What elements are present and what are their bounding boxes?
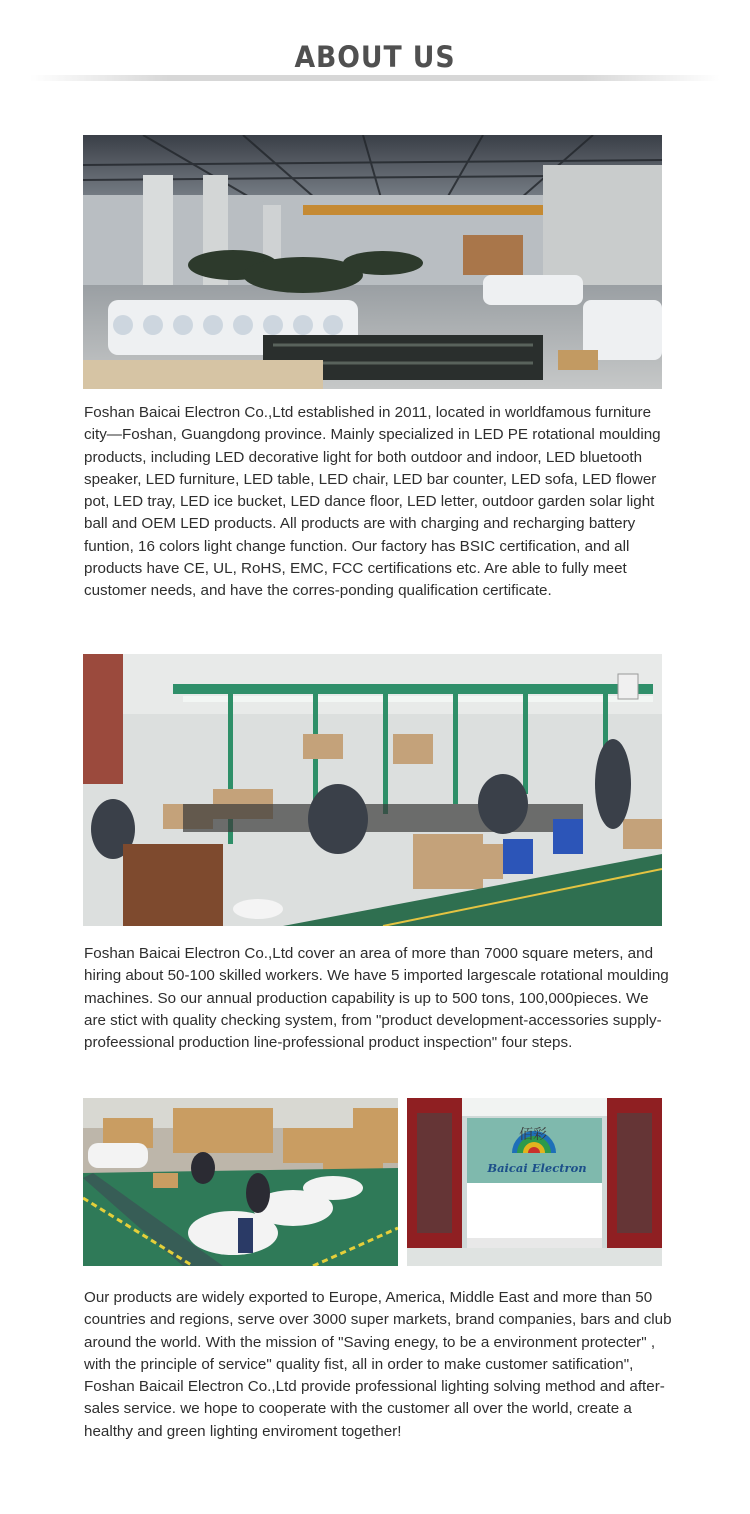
warehouse-photo: [83, 135, 662, 389]
reception-photo: [407, 1098, 662, 1266]
factory-capacity-paragraph: Foshan Baicai Electron Co.,Ltd cover an area of more than 7000 square meters, and hiring about 50-100 skilled workers. We have 5 imported largescale rotational moulding machines. So our annual production capability is up to 500 tons, 100,000pieces. We are stict with quality checking system, from "product development-accessories supply-profeessional production line-professional product inspection" four steps.: [84, 945, 669, 1052]
workers-image: [83, 1098, 398, 1266]
logo-brand-text: Baicai Electron: [487, 1161, 587, 1175]
assembly-line-image: [83, 654, 662, 926]
logo-chinese-text: 佰彩: [519, 1127, 547, 1143]
title-divider: [30, 75, 720, 81]
section-header: [0, 30, 750, 90]
export-mission-paragraph: Our products are widely exported to Europe, America, Middle East and more than 50 countries and regions, serve over 3000 super markets, brand companies, bars and club around the world. With the mission of "Saving enegy, to be a environment protecter" , with the principle of service" quality fist, all in order to make customer satification", Foshan Baicail Electron Co.,Ltd provide professional lighting solving method and after-sales service. we hope to cooperate with the customer all over the world, create a healthy and green lighting enviroment together!: [84, 1289, 672, 1440]
assembly-line-photo: [83, 654, 662, 926]
workers-photo: [83, 1098, 398, 1266]
warehouse-image: [83, 135, 662, 389]
company-intro-paragraph: Foshan Baicai Electron Co.,Ltd established in 2011, located in worldfamous furniture city—Foshan, Guangdong province. Mainly specialized in LED PE rotational moulding products, including LED decorative light for both outdoor and indoor, LED bluetooth speaker, LED furniture, LED table, LED chair, LED bar counter, LED sofa, LED flower pot, LED tray, LED ice bucket, LED dance floor, LED letter, outdoor garden solar light ball and OEM LED products. All products are with charging and recharging battery funtion, 16 colors light change function. Our factory has BSIC certification, and all products have CE, UL, RoHS, EMC, FCC certifications etc. Are able to fully meet customer needs, and have the corres-ponding qualification certificate.: [84, 404, 661, 600]
page-title: ABOUT US: [294, 40, 456, 74]
